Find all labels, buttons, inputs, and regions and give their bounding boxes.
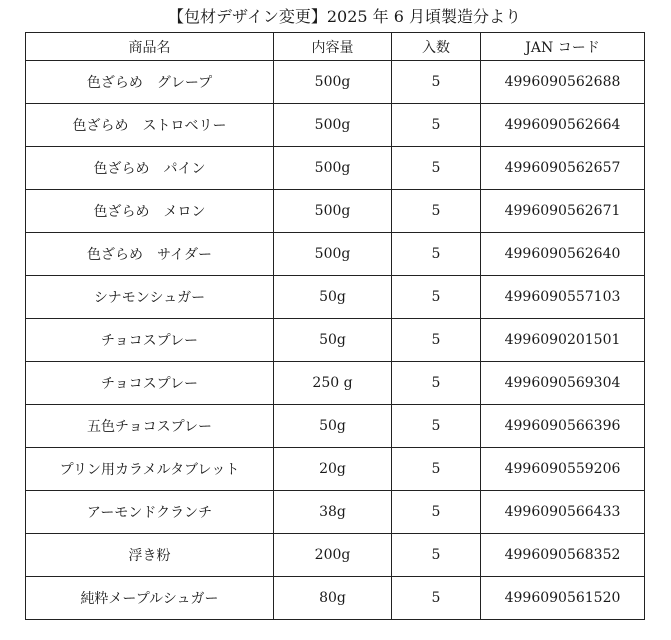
table-row	[26, 405, 645, 448]
product-name-cell: チョコスプレー	[26, 362, 274, 405]
table-row	[26, 491, 645, 534]
table-row	[26, 104, 645, 147]
quantity-cell: 5	[392, 233, 481, 276]
jan-code-cell: 4996090569304	[481, 362, 645, 405]
volume-cell: 250 g	[274, 362, 392, 405]
quantity-cell: 5	[392, 104, 481, 147]
jan-code-cell: 4996090562664	[481, 104, 645, 147]
jan-code-cell: 4996090557103	[481, 276, 645, 319]
product-name-cell: シナモンシュガー	[26, 276, 274, 319]
product-name-cell: 純粋メープルシュガー	[26, 577, 274, 620]
volume-cell: 500g	[274, 104, 392, 147]
jan-code-cell: 4996090562688	[481, 61, 645, 104]
quantity-cell: 5	[392, 319, 481, 362]
product-name-cell: 色ざらめ メロン	[26, 190, 274, 233]
product-name-cell: 色ざらめ パイン	[26, 147, 274, 190]
product-name-cell: アーモンドクランチ	[26, 491, 274, 534]
quantity-cell: 5	[392, 491, 481, 534]
table-row	[26, 577, 645, 620]
table-row	[26, 362, 645, 405]
column-header-jan-code: JAN コード	[481, 33, 645, 61]
jan-code-cell: 4996090562671	[481, 190, 645, 233]
product-table	[25, 32, 645, 620]
quantity-cell: 5	[392, 534, 481, 577]
volume-cell: 500g	[274, 147, 392, 190]
table-header-row	[26, 33, 645, 61]
quantity-cell: 5	[392, 448, 481, 491]
table-row	[26, 319, 645, 362]
product-name-cell: チョコスプレー	[26, 319, 274, 362]
table-row	[26, 61, 645, 104]
quantity-cell: 5	[392, 61, 481, 104]
volume-cell: 500g	[274, 233, 392, 276]
product-name-cell: 色ざらめ ストロベリー	[26, 104, 274, 147]
column-header-product-name: 商品名	[26, 33, 274, 61]
quantity-cell: 5	[392, 362, 481, 405]
product-name-cell: 五色チョコスプレー	[26, 405, 274, 448]
table-row	[26, 233, 645, 276]
jan-code-cell: 4996090559206	[481, 448, 645, 491]
volume-cell: 50g	[274, 405, 392, 448]
jan-code-cell: 4996090561520	[481, 577, 645, 620]
table-row	[26, 448, 645, 491]
column-header-quantity: 入数	[392, 33, 481, 61]
product-name-cell: プリン用カラメルタブレット	[26, 448, 274, 491]
volume-cell: 500g	[274, 61, 392, 104]
page-title: 【包材デザイン変更】2025 年 6 月頃製造分より	[167, 7, 522, 26]
volume-cell: 20g	[274, 448, 392, 491]
table-row	[26, 147, 645, 190]
volume-cell: 80g	[274, 577, 392, 620]
product-name-cell: 色ざらめ グレープ	[26, 61, 274, 104]
quantity-cell: 5	[392, 147, 481, 190]
quantity-cell: 5	[392, 405, 481, 448]
jan-code-cell: 4996090562640	[481, 233, 645, 276]
volume-cell: 500g	[274, 190, 392, 233]
column-header-volume: 内容量	[274, 33, 392, 61]
volume-cell: 38g	[274, 491, 392, 534]
table-row	[26, 276, 645, 319]
table-row	[26, 190, 645, 233]
jan-code-cell: 4996090566396	[481, 405, 645, 448]
table-row	[26, 534, 645, 577]
volume-cell: 50g	[274, 319, 392, 362]
quantity-cell: 5	[392, 190, 481, 233]
jan-code-cell: 4996090562657	[481, 147, 645, 190]
quantity-cell: 5	[392, 276, 481, 319]
product-name-cell: 色ざらめ サイダー	[26, 233, 274, 276]
jan-code-cell: 4996090566433	[481, 491, 645, 534]
volume-cell: 50g	[274, 276, 392, 319]
quantity-cell: 5	[392, 577, 481, 620]
jan-code-cell: 4996090568352	[481, 534, 645, 577]
jan-code-cell: 4996090201501	[481, 319, 645, 362]
product-name-cell: 浮き粉	[26, 534, 274, 577]
volume-cell: 200g	[274, 534, 392, 577]
